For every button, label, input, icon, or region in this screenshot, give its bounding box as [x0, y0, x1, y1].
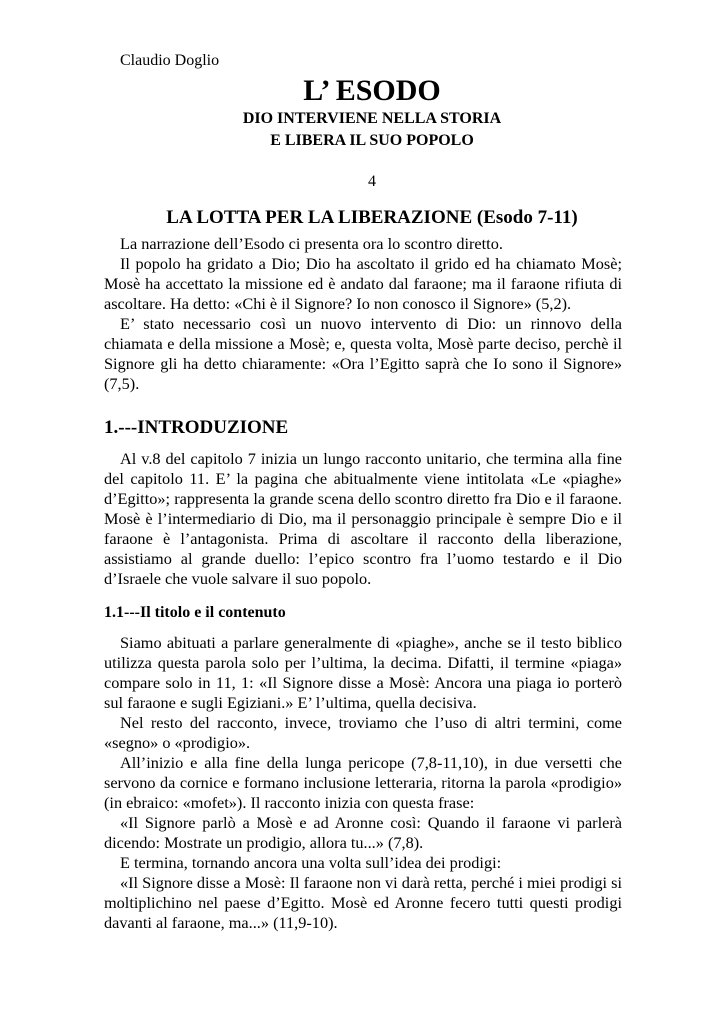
paragraph: E’ stato necessario così un nuovo intervento di Dio: un rinnovo della chiamata e della missione a Mosè; e, questa volta, Mosè parte deciso, perchè il Signore gli ha detto chiaramente: «Ora l’Egitto saprà che Io sono il Signore» (7,5). — [104, 314, 622, 393]
section-heading: 1.---INTRODUZIONE — [104, 417, 289, 438]
paragraph: All’inizio e alla fine della lunga pericope (7,8-11,10), in due versetti che servono da cornice e formano inclusione letteraria, ritorna la parola «prodigio» (in ebraico: «mofet»). Il racconto inizia con questa frase: — [104, 753, 622, 812]
main-title: L’ ESODO — [303, 74, 441, 107]
subsection-heading: 1.1---Il titolo e il contenuto — [104, 604, 286, 621]
quotation: «Il Signore disse a Mosè: Il faraone non vi darà retta, perché i miei prodigi si moltiplichino nel paese d’Egitto. Mosè ed Aronne fecero tutti questi prodigi davanti al faraone, ma...» (11,9-10). — [104, 873, 622, 932]
paragraph: La narrazione dell’Esodo ci presenta ora lo scontro diretto. — [120, 234, 503, 253]
document-body — [104, 234, 622, 933]
paragraph: Siamo abituati a parlare generalmente di «piaghe», anche se il testo biblico utilizza questa parola solo per l’ultima, la decima. Difatti, il termine «piaga» compare solo in 11, 1: «Il Signore disse a Mosè: Ancora una piaga io porterò sul faraone e sugli Egiziani.» E’ l’ultima, quella decisiva. — [104, 633, 622, 712]
paragraph: E termina, tornando ancora una volta sull’idea dei prodigi: — [120, 853, 502, 872]
author-name: Claudio Doglio — [120, 52, 220, 69]
chapter-title: LA LOTTA PER LA LIBERAZIONE (Esodo 7-11) — [166, 207, 578, 228]
subtitle-line-1: DIO INTERVIENE NELLA STORIA — [242, 110, 502, 127]
subtitle-line-2: E LIBERA IL SUO POPOLO — [270, 132, 474, 149]
paragraph: Il popolo ha gridato a Dio; Dio ha ascoltato il grido ed ha chiamato Mosè; Mosè ha accettato la missione ed è andato dal faraone; ma il faraone rifiuta di ascoltare. Ha detto: «Chi è il Signore? Io non conosco il Signore» (5,2). — [104, 254, 622, 313]
title-block — [104, 74, 640, 230]
paragraph: Nel resto del racconto, invece, troviamo che l’uso di altri termini, come «segno» o «prodigio». — [104, 713, 622, 752]
paragraph: Al v.8 del capitolo 7 inizia un lungo racconto unitario, che termina alla fine del capitolo 11. E’ la pagina che abitualmente viene intitolata «Le «piaghe» d’Egitto»; rappresenta la grande scena dello scontro diretto fra Dio e il faraone. Mosè è l’intermediario di Dio, ma il personaggio principale è sempre Dio e il faraone è l’antagonista. Prima di ascoltare il racconto della liberazione, assistiamo al grande duello: l’epico scontro fra l’uomo testardo e il Dio d’Israele che vuole salvare il suo popolo. — [104, 449, 622, 588]
quotation: «Il Signore parlò a Mosè e ad Aronne così: Quando il faraone vi parlerà dicendo: Mostrate un prodigio, allora tu...» (7,8). — [104, 813, 622, 852]
chapter-number: 4 — [368, 173, 376, 190]
